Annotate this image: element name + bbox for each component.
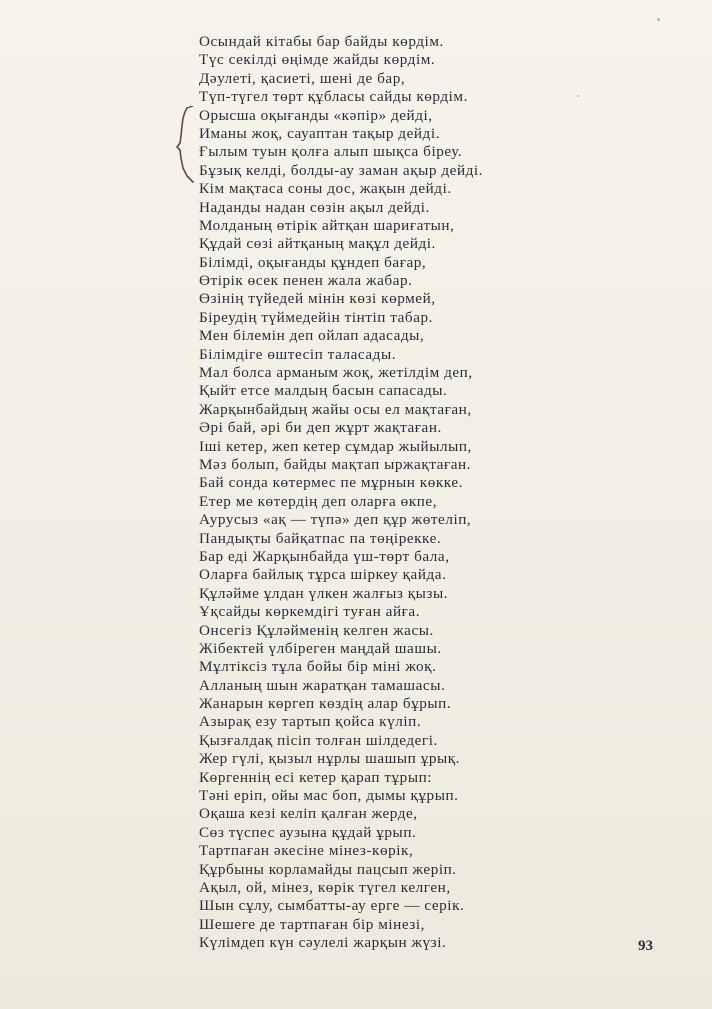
poem-line: Іші кетер, жеп кетер сұмдар жыйылып, [199, 437, 472, 455]
poem-line: Оларға байлық тұрса шіркеу қайда. [199, 566, 447, 584]
poem-line: Өтірік өсек пенен жала жабар. [199, 272, 413, 290]
poem-line: Шын сұлу, сымбатты-ау ерге — серік. [199, 897, 465, 915]
poem-line: Тартпаған әкесіне мінез-көрік, [199, 842, 414, 860]
poem-line: Қызғалдақ пісіп толған шілдедегі. [199, 731, 438, 749]
poem-line: Оқаша кезі келіп қалған жерде, [199, 805, 418, 823]
poem-line: Құләйме ұлдан үлкен жалғыз қызы. [199, 584, 449, 602]
poem-line: Кім мақтаса соны дос, жақын дейді. [199, 180, 452, 198]
poem-line: Алланың шын жаратқан тамашасы. [199, 676, 446, 694]
poem-line: Біреудің түймедейін тінтіп табар. [199, 308, 433, 326]
poem-line: Түс секілді өңімде жайды көрдім. [199, 51, 436, 69]
poem-line: Орысша оқығанды «кәпір» дейді, [199, 106, 433, 124]
poem-line: Мал болса арманым жоқ, жетілдім деп, [199, 364, 473, 382]
poem-line: Тәні еріп, ойы мас боп, дымы құрып. [199, 787, 459, 805]
poem-line: Білімдіге өштесіп таласады. [199, 345, 397, 363]
poem-line: Ұқсайды көркемдігі туған айға. [199, 603, 421, 621]
poem-line: Молданың өтірік айтқан шариғатын, [199, 216, 455, 234]
poem-line: Құдай сөзі айтқаның мақұл дейді. [199, 235, 436, 253]
poem-line: Бар еді Жарқынбайда үш-төрт бала, [199, 547, 450, 565]
poem-line: Жібектей үлбіреген маңдай шашы. [199, 639, 442, 657]
poem-line: Дәулеті, қасиеті, шені де бар, [199, 69, 406, 87]
poem-line: Бай сонда көтермес пе мұрнын көкке. [199, 474, 463, 492]
poem-line: Онсегіз Құләйменің келген жасы. [199, 621, 434, 639]
poem-line: Ғылым туын қолға алып шықса біреу. [199, 143, 463, 161]
poem-line: Қыйт етсе малдың басын сапасады. [199, 382, 448, 400]
poem-line: Сөз түспес аузына құдай ұрып. [199, 823, 417, 841]
poem-line: Мұлтіксіз тұла бойы бір міні жоқ. [199, 658, 437, 676]
poem-line: Жер гүлі, қызыл нұрлы шашып ұрық. [199, 750, 461, 768]
poem-text [199, 33, 599, 953]
poem-line: Мәз болып, байды мақтап ыржақтаған. [199, 455, 472, 473]
poem-line: Жанарын көргеп көздің алар бұрып. [199, 695, 452, 713]
poem-line: Білімді, оқығанды құндеп бағар, [199, 253, 427, 271]
poem-line: Құрбыны корламайды пацсып жеріп. [199, 860, 457, 878]
page-number: 93 [638, 938, 653, 954]
poem-line: Аурусыз «ақ — түпә» деп құр жөтеліп, [199, 511, 472, 529]
poem-line: Мен білемін деп ойлап адасады, [199, 327, 425, 345]
paper-speck [577, 95, 579, 97]
poem-line: Түп-түгел төрт құбласы сайды көрдім. [199, 88, 468, 106]
poem-line: Әрі бай, әрі би деп жұрт жақтаған. [199, 419, 442, 437]
poem-line: Наданды надан сөзін ақыл дейді. [199, 198, 430, 216]
margin-bracket-mark [173, 106, 201, 184]
poem-line: Өзінің түйедей мінін көзі көрмей, [199, 290, 436, 308]
poem-line: Ақыл, ой, мінез, көрік түгел келген, [199, 878, 451, 896]
poem-line: Етер ме көтердің деп оларға өкпе, [199, 492, 438, 510]
poem-line: Иманы жоқ, сауаптан тақыр дейді. [199, 124, 440, 142]
poem-line: Бұзық келді, болды-ау заман ақыр дейді. [199, 161, 484, 179]
poem-line: Күлімдеп күн сәулелі жарқын жүзі. [199, 934, 447, 952]
poem-line: Азырақ езу тартып қойса күліп. [199, 713, 422, 731]
paper-speck [657, 18, 660, 21]
poem-line: Шешеге де тартпаған бір мінезі, [199, 915, 425, 933]
poem-line: Пандықты байқатпас па төңірекке. [199, 529, 442, 547]
poem-line: Осындай кітабы бар байды көрдім. [199, 33, 444, 50]
poem-line: Жарқынбайдың жайы осы ел мақтаған, [199, 400, 472, 418]
poem-line: Көргеннің есі кетер қарап тұрып: [199, 768, 433, 786]
